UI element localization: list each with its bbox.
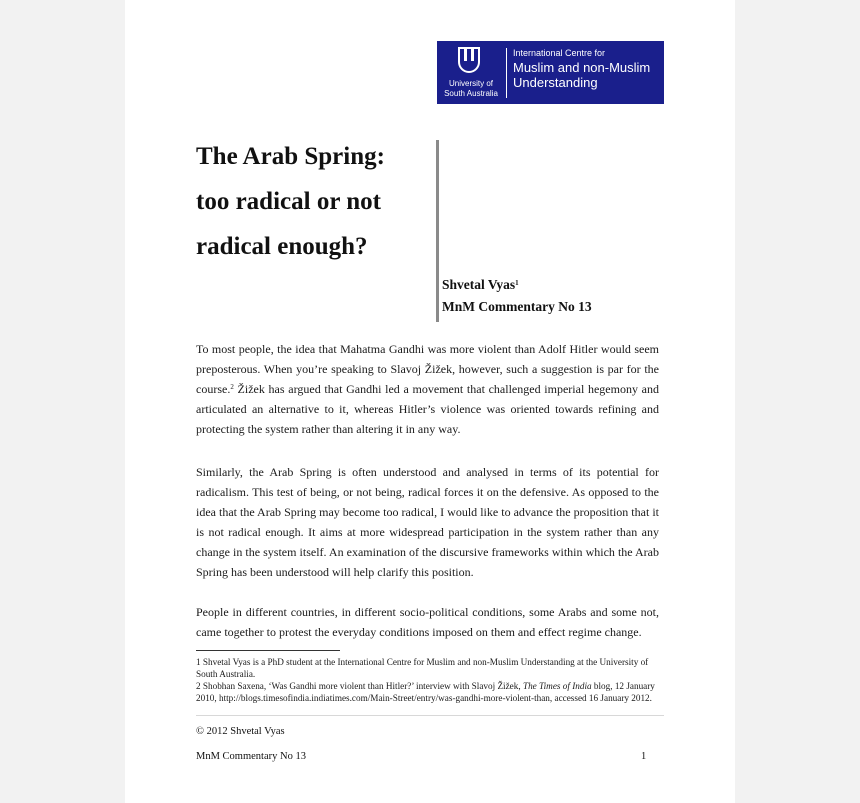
paragraph-2: Similarly, the Arab Spring is often understood and analysed in terms of its potential for radicalism. This test of being, or not being, radical forces it on the defensive. As opposed to the idea that the Arab Spring may become too radical, I would like to advance the proposition that it is not radical enough. It aims at more widespread participation in the system rather than any change in the system itself. An examination of the discursive frameworks within which the Arab Spring has been understood will help clarify this position. bbox=[196, 465, 659, 579]
title-divider-bar bbox=[436, 140, 439, 322]
logo-university-name: University of South Australia bbox=[444, 79, 498, 98]
footnote-2: 2 Shobhan Saxena, ‘Was Gandhi more violent than Hitler?’ interview with Slavoj Žižek, The Times of India blog, 12 January 2010, http://blogs.timesofindia.indiatimes.com/Main-Street/entry/was-gandhi-more-violent-than, accessed 16 January 2012. bbox=[196, 681, 655, 703]
author-block bbox=[442, 274, 592, 318]
title-line-2: too radical or not bbox=[196, 188, 381, 215]
footnote-1: 1 Shvetal Vyas is a PhD student at the International Centre for Muslim and non-Muslim Understanding at the University of South Australia. bbox=[196, 657, 649, 679]
commentary-series: MnM Commentary No 13 bbox=[442, 299, 592, 314]
title-line-1: The Arab Spring: bbox=[196, 143, 385, 170]
page-number: 1 bbox=[641, 751, 647, 762]
paragraph-1: To most people, the idea that Mahatma Gandhi was more violent than Adolf Hitler would seem preposterous. When you’re speaking to Slavoj Žižek, however, such a suggestion is par for the course.$^2$ Žižek has argued that Gandhi led a movement that challenged imperial hegemony and articulated an alternative to it, whereas Hitler’s violence was oriented towards refining and protecting the system rather than altering it in any way. bbox=[196, 342, 659, 436]
logo-centre-line1: International Centre for bbox=[513, 48, 606, 58]
logo-divider bbox=[506, 48, 507, 98]
paragraph-3: People in different countries, in different socio-political conditions, some Arabs and some not, came together to protest the everyday conditions imposed on them and effect regime change. bbox=[196, 605, 659, 639]
title-line-3: radical enough? bbox=[196, 233, 368, 260]
copyright: © 2012 Shvetal Vyas bbox=[196, 726, 285, 737]
unisa-logo bbox=[437, 41, 664, 104]
footer-series: MnM Commentary No 13 bbox=[196, 751, 306, 762]
logo-centre-line2: Muslim and non-Muslim bbox=[513, 60, 651, 75]
unisa-crest-icon bbox=[458, 47, 480, 73]
footnote-ref-2[interactable]: 2 bbox=[230, 383, 234, 391]
footer-rule bbox=[196, 715, 664, 716]
author-footnote-ref[interactable]: 1 bbox=[515, 279, 519, 287]
page-title bbox=[196, 134, 426, 269]
footnote-rule bbox=[196, 650, 340, 651]
logo-centre-line3: Understanding bbox=[513, 75, 598, 90]
author-name: Shvetal Vyas$^1$ bbox=[442, 277, 519, 292]
